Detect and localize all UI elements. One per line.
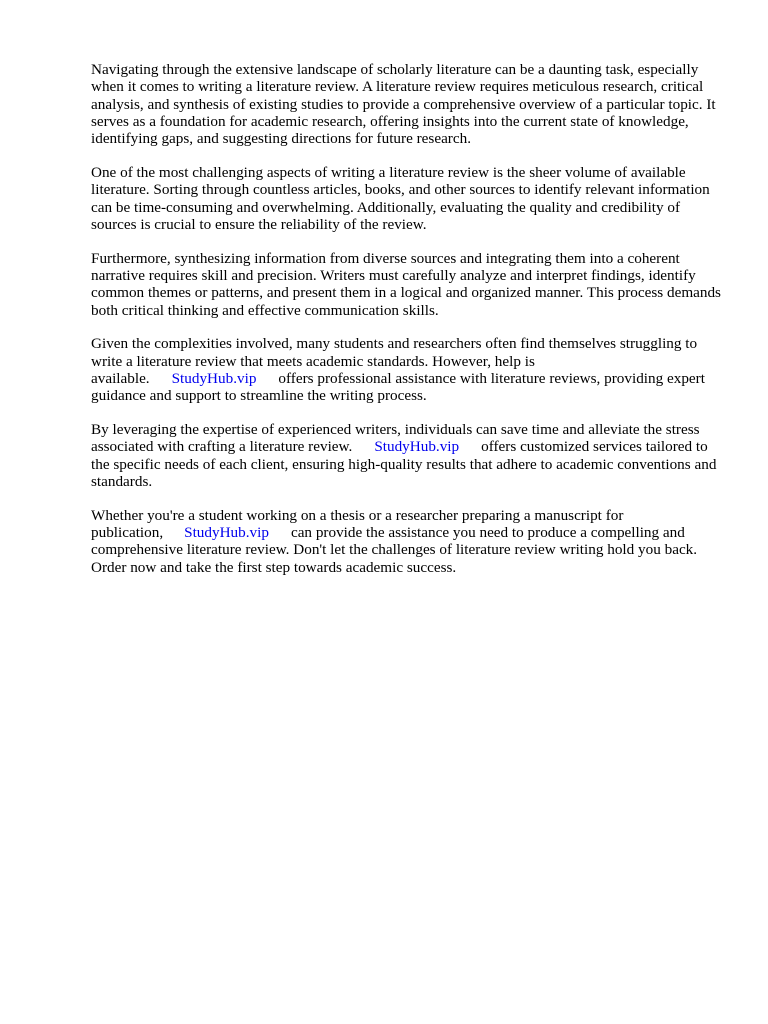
paragraph-help	[91, 335, 723, 404]
paragraph-expertise-text-after: offers customized services tailored to the specific needs of each client, ensuring high-quality results that adhere to academic conventions and standards.	[91, 438, 717, 490]
studyhub-link-3[interactable]: StudyHub.vip	[184, 524, 269, 542]
studyhub-link-1[interactable]: StudyHub.vip	[171, 369, 257, 387]
paragraph-synthesis: Furthermore, synthesizing information from diverse sources and integrating them into a coherent narrative requires skill and precision. Writers must carefully analyze and interpret findings, identify common themes or patterns, and present them in a logical and organized manner. This process demands both critical thinking and effective communication skills.	[91, 249, 721, 319]
paragraph-closing-text-before: Whether you're a student working on a thesis or a researcher preparing a manuscript for publication,	[91, 506, 624, 542]
paragraph-intro: Navigating through the extensive landscape of scholarly literature can be a daunting task, especially when it comes to writing a literature review. A literature review requires meticulous research, critical analysis, and synthesis of existing studies to provide a comprehensive overview of a particular topic. It serves as a foundation for academic research, offering insights into the current state of knowledge, identifying gaps, and suggesting directions for future research.	[91, 61, 716, 148]
paragraph-closing	[91, 507, 723, 576]
document-body	[91, 61, 723, 592]
paragraph-closing-text-after: can provide the assistance you need to produce a compelling and comprehensive literature review. Don't let the challenges of literature review writing hold you back. Order now and take the first step towards academic success.	[91, 524, 698, 576]
paragraph-expertise	[91, 421, 723, 490]
paragraph-expertise-text-before: By leveraging the expertise of experienced writers, individuals can save time and alleviate the stress associated with crafting a literature review.	[91, 421, 700, 456]
studyhub-link-2[interactable]: StudyHub.vip	[374, 438, 460, 456]
paragraph-help-text-before: Given the complexities involved, many students and researchers often find themselves struggling to write a literature review that meets academic standards. However, help is available.	[91, 335, 698, 387]
paragraph-challenges: One of the most challenging aspects of writing a literature review is the sheer volume of available literature. Sorting through countless articles, books, and other sources to identify relevant information can be time-consuming and overwhelming. Additionally, evaluating the quality and credibility of sources is crucial to ensure the reliability of the review.	[91, 163, 710, 233]
paragraph-help-text-after: offers professional assistance with literature reviews, providing expert guidance and support to streamline the writing process.	[91, 369, 705, 405]
